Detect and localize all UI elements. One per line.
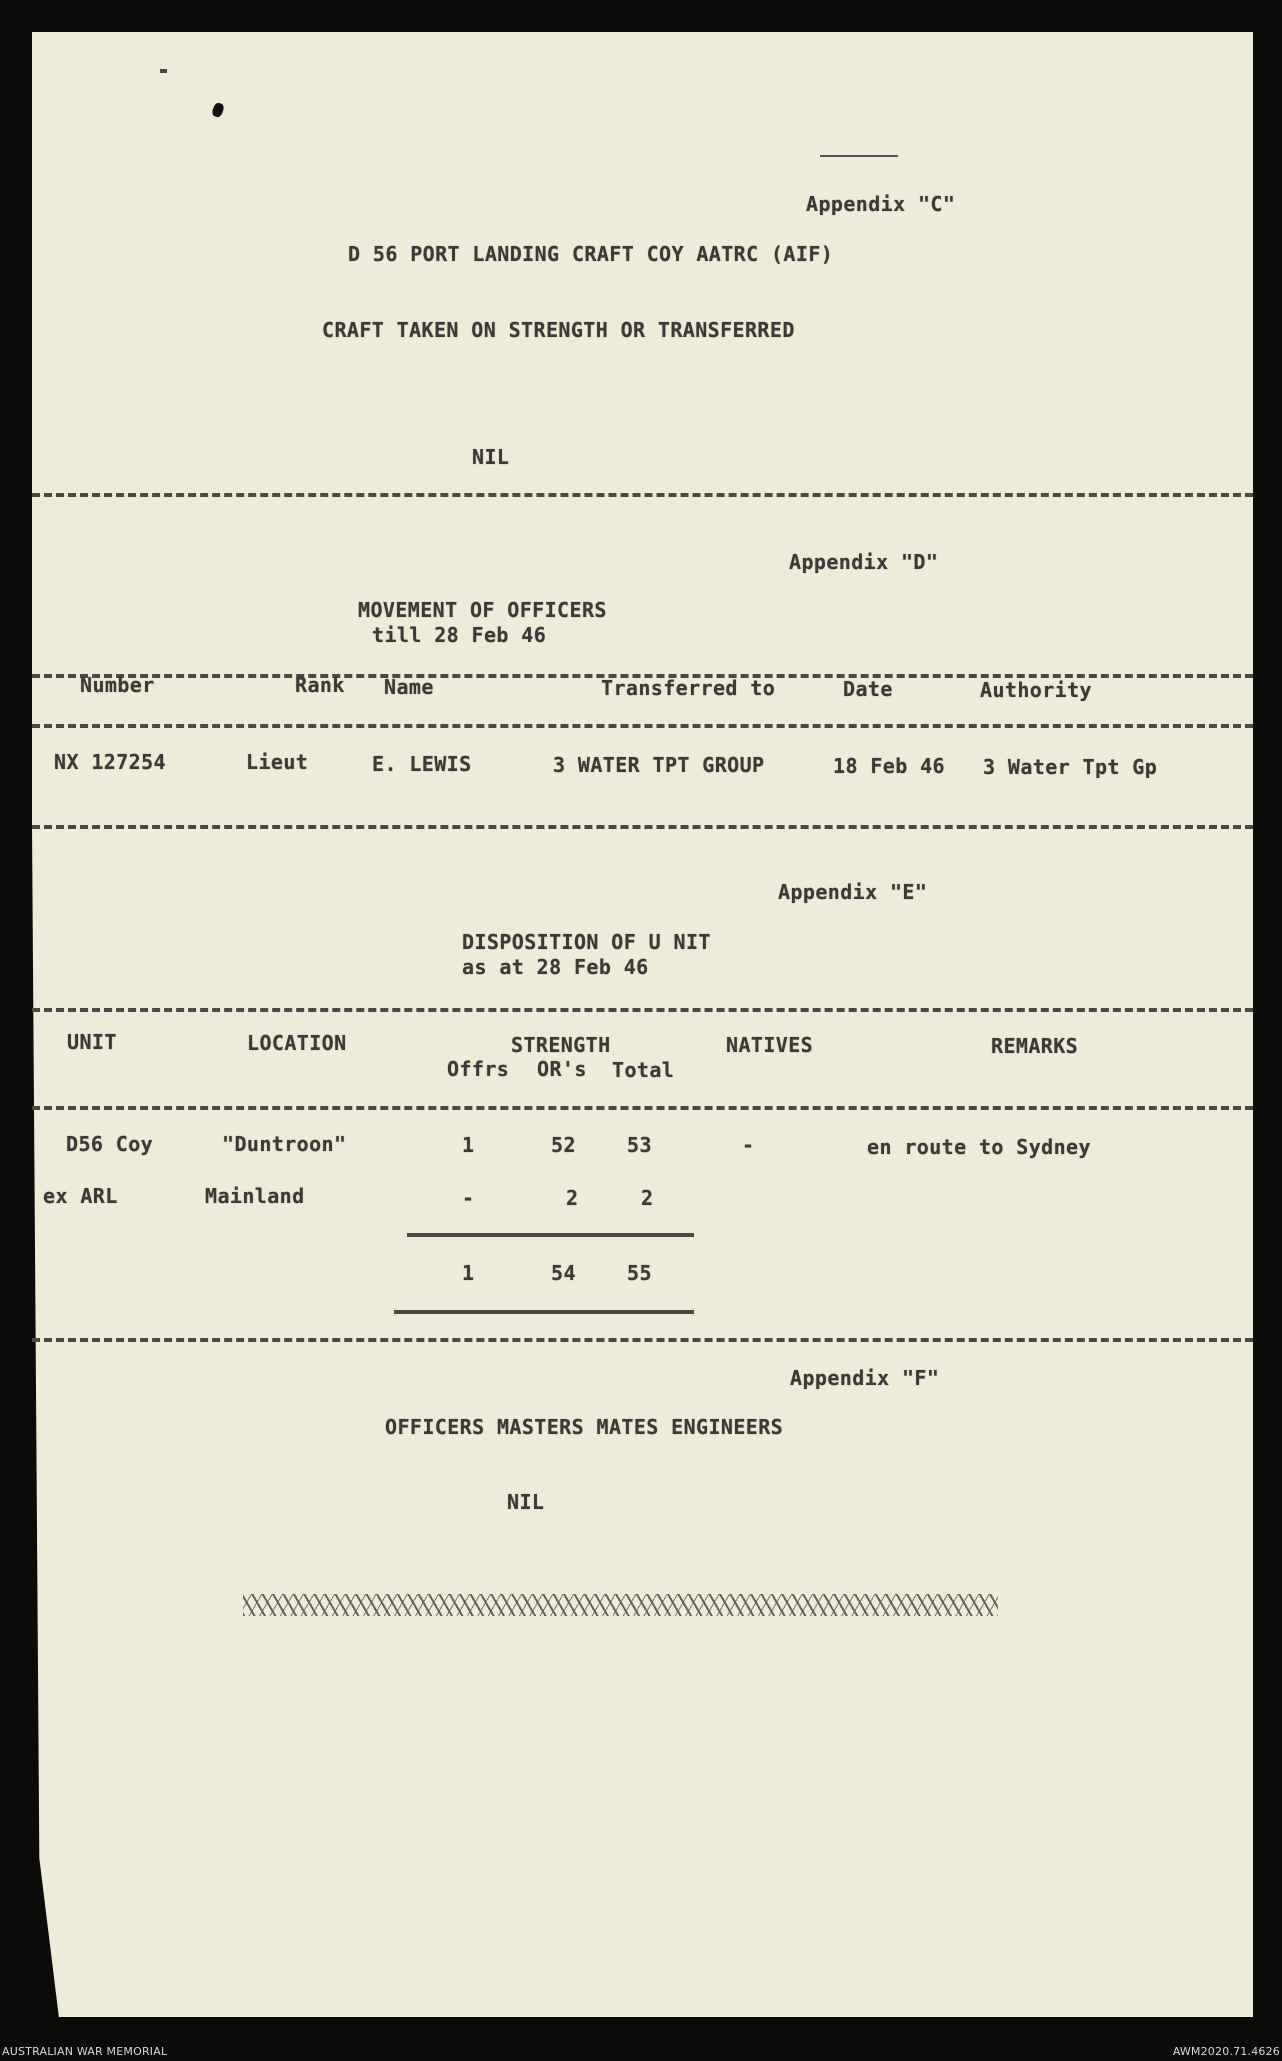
col-header-ors: OR's xyxy=(537,1057,587,1081)
location-cell: "Duntroon" xyxy=(222,1132,347,1156)
appendix-f-label: Appendix "F" xyxy=(790,1366,940,1390)
offrs-cell: - xyxy=(462,1186,475,1210)
col-header-transferred-to: Transferred to xyxy=(601,676,776,700)
top-dash-mark xyxy=(820,155,898,157)
appendix-c-body: NIL xyxy=(472,445,510,469)
appendix-e-label: Appendix "E" xyxy=(778,880,928,904)
end-of-document-strikeline xyxy=(243,1594,998,1616)
appendix-f-body: NIL xyxy=(507,1490,545,1514)
appendix-d-heading-line2: till 28 Feb 46 xyxy=(372,623,547,647)
total-cell: 2 xyxy=(641,1186,654,1210)
appendix-c-heading: CRAFT TAKEN ON STRENGTH OR TRANSFERRED xyxy=(322,318,795,342)
officer-authority: 3 Water Tpt Gp xyxy=(983,755,1158,779)
col-header-date: Date xyxy=(843,677,893,701)
col-header-authority: Authority xyxy=(980,678,1092,702)
col-header-offrs: Offrs xyxy=(447,1057,510,1081)
total-cell: 53 xyxy=(627,1133,652,1157)
ors-cell: 52 xyxy=(551,1133,576,1157)
offrs-total: 1 xyxy=(462,1261,475,1285)
remarks-cell: en route to Sydney xyxy=(867,1135,1091,1159)
ors-total: 54 xyxy=(551,1261,576,1285)
grand-total: 55 xyxy=(627,1261,652,1285)
ors-cell: 2 xyxy=(566,1186,579,1210)
table-top-rule xyxy=(32,1008,1253,1012)
appendix-d-heading-line1: MOVEMENT OF OFFICERS xyxy=(358,598,607,622)
officer-number: NX 127254 xyxy=(54,750,166,774)
col-header-remarks: REMARKS xyxy=(991,1034,1079,1058)
col-header-rank: Rank xyxy=(295,673,345,697)
col-header-natives: NATIVES xyxy=(726,1033,814,1057)
appendix-c-label: Appendix "C" xyxy=(806,192,956,216)
officer-date: 18 Feb 46 xyxy=(833,754,945,778)
col-header-location: LOCATION xyxy=(247,1031,347,1055)
location-cell: Mainland xyxy=(205,1184,305,1208)
officer-rank: Lieut xyxy=(246,750,309,774)
col-header-strength: STRENGTH xyxy=(511,1033,611,1057)
section-divider xyxy=(32,1338,1253,1342)
natives-cell: - xyxy=(742,1133,755,1157)
paper-mark xyxy=(160,69,167,73)
total-underline xyxy=(394,1310,694,1314)
section-divider xyxy=(32,825,1253,829)
section-divider xyxy=(32,493,1253,497)
archive-reference: AWM2020.71.4626 xyxy=(1172,2045,1280,2058)
unit-cell: ex ARL xyxy=(43,1184,118,1208)
archive-credit: AUSTRALIAN WAR MEMORIAL xyxy=(2,2045,168,2058)
col-header-number: Number xyxy=(80,673,155,697)
col-header-name: Name xyxy=(384,675,434,699)
unit-cell: D56 Coy xyxy=(66,1132,154,1156)
table-header-rule xyxy=(32,724,1253,728)
appendix-e-heading-line2: as at 28 Feb 46 xyxy=(462,955,649,979)
officer-name: E. LEWIS xyxy=(372,752,472,776)
appendix-e-heading-line1: DISPOSITION OF U NIT xyxy=(462,930,711,954)
table-header-rule xyxy=(32,1106,1253,1110)
offrs-cell: 1 xyxy=(462,1133,475,1157)
subtotal-line xyxy=(407,1233,694,1237)
officer-transferred-to: 3 WATER TPT GROUP xyxy=(553,753,765,777)
appendix-f-heading: OFFICERS MASTERS MATES ENGINEERS xyxy=(385,1415,784,1439)
unit-title: D 56 PORT LANDING CRAFT COY AATRC (AIF) xyxy=(348,242,834,266)
col-header-unit: UNIT xyxy=(67,1030,117,1054)
appendix-d-label: Appendix "D" xyxy=(789,550,939,574)
col-header-total: Total xyxy=(612,1058,675,1082)
